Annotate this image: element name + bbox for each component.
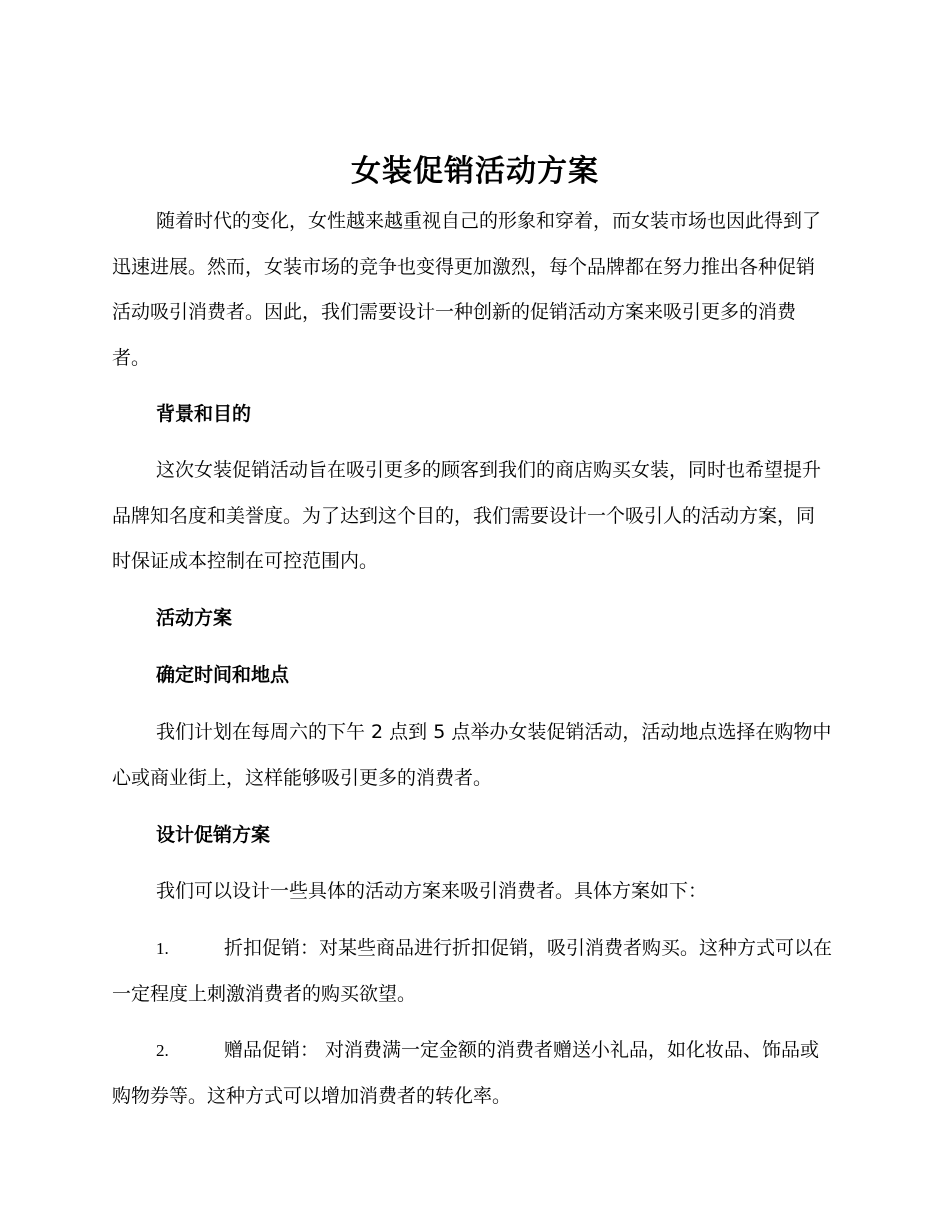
list-item-number: 1. (156, 939, 169, 958)
list-item (112, 926, 832, 1017)
section-heading-background: 背景和目的 (156, 403, 252, 425)
background-paragraph: 这次女装促销活动旨在吸引更多的顾客到我们的商店购买女装，同时也希望提升品牌知名度和美誉度。为了达到这个目的，我们需要设计一个吸引人的活动方案，同时保证成本控制在可控范围内。 (112, 459, 822, 572)
list-item-text: 赠品促销： 对消费满一定金额的消费者赠送小礼品，如化妆品、饰品或购物券等。这种方式可以增加消费者的转化率。 (112, 1039, 820, 1107)
document-title: 女装促销活动方案 (351, 154, 599, 189)
time-paragraph: 我们计划在每周六的下午 2 点到 5 点举办女装促销活动，活动地点选择在购物中心或商业街上，这样能够吸引更多的消费者。 (112, 721, 832, 789)
intro-paragraph: 随着时代的变化，女性越来越重视自己的形象和穿着，而女装市场也因此得到了迅速进展。然而，女装市场的竞争也变得更加激烈，每个品牌都在努力推出各种促销活动吸引消费者。因此，我们需要设计一种创新的促销活动方案来吸引更多的消费者。 (112, 210, 822, 369)
list-item-number: 2. (156, 1041, 169, 1060)
design-paragraph: 我们可以设计一些具体的活动方案来吸引消费者。具体方案如下： (156, 880, 708, 902)
section-heading-design: 设计促销方案 (156, 824, 271, 846)
section-heading-plan: 活动方案 (156, 607, 233, 629)
section-heading-time: 确定时间和地点 (156, 664, 290, 686)
list-item-text: 折扣促销：对某些商品进行折扣促销，吸引消费者购买。这种方式可以在一定程度上刺激消费者的购买欲望。 (112, 937, 833, 1005)
list-item (112, 1028, 832, 1119)
